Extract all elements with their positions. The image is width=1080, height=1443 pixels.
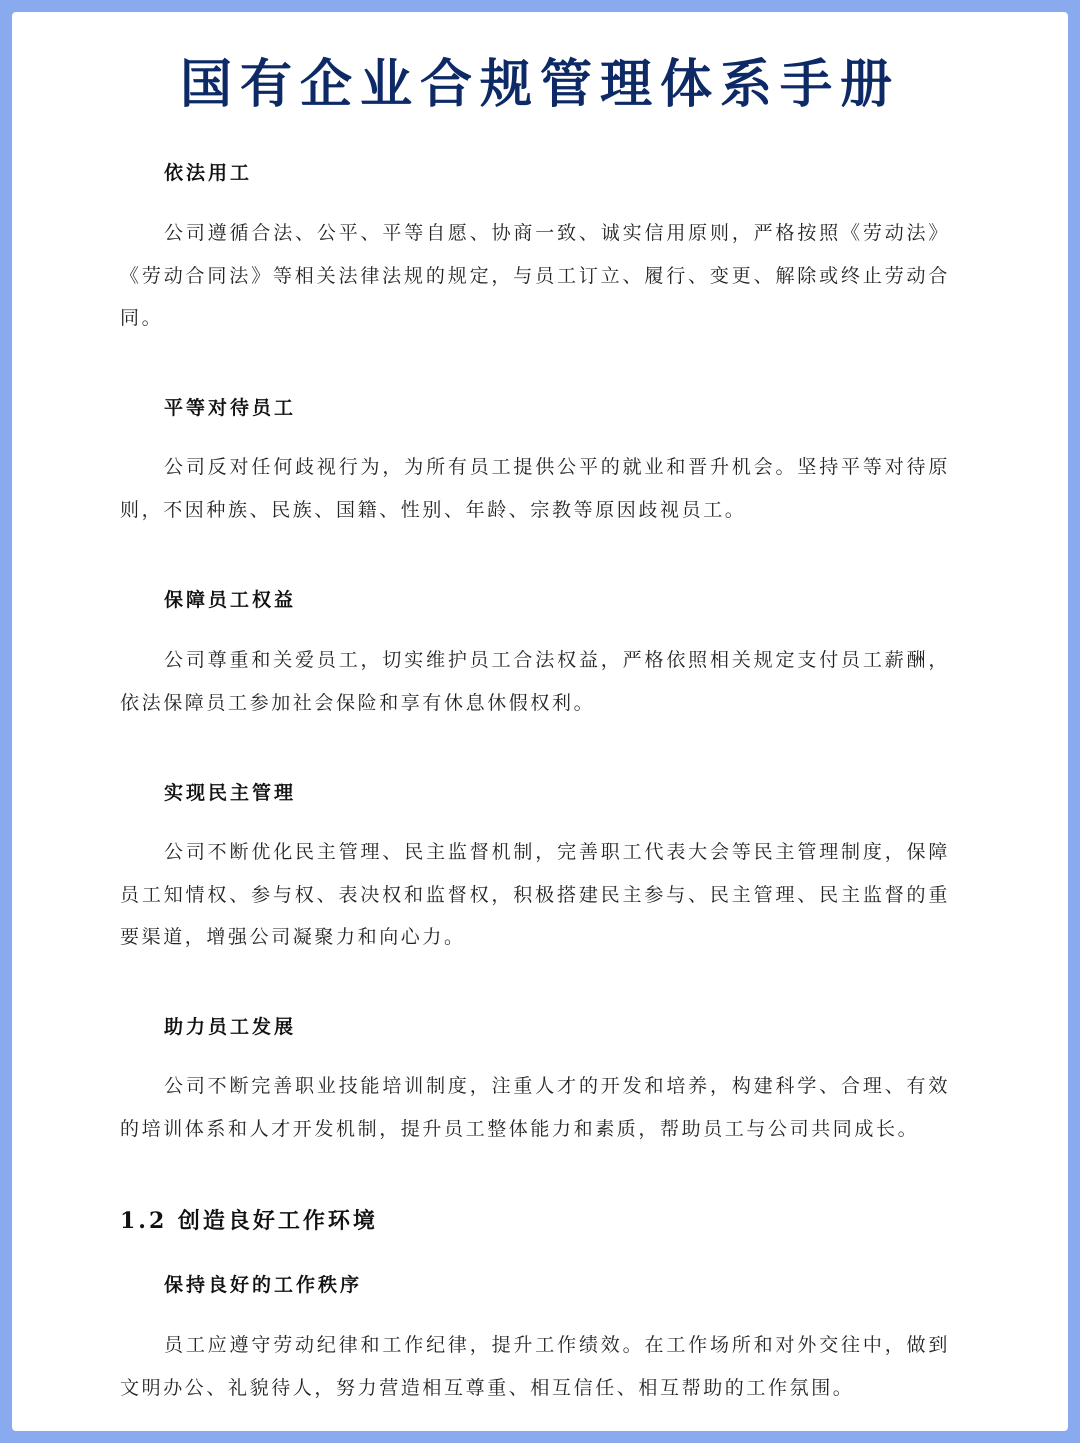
paragraph-employee-rights: 公司尊重和关爱员工，切实维护员工合法权益，严格依照相关规定支付员工薪酬，依法保障员工参加社会保险和享有休息休假权利。 [120, 649, 950, 714]
document-page [12, 12, 1068, 1431]
paragraph-lawful-employment: 公司遵循合法、公平、平等自愿、协商一致、诚实信用原则，严格按照《劳动法》《劳动合同法》等相关法律法规的规定，与员工订立、履行、变更、解除或终止劳动合同。 [120, 222, 950, 329]
paragraph-equal-treatment: 公司反对任何歧视行为，为所有员工提供公平的就业和晋升机会。坚持平等对待原则，不因种族、民族、国籍、性别、年龄、宗教等原因歧视员工。 [120, 456, 950, 521]
heading-lawful-employment: 依法用工 [164, 162, 253, 184]
heading-work-order: 保持良好的工作秩序 [164, 1274, 363, 1296]
heading-employee-development: 助力员工发展 [164, 1016, 297, 1038]
section-title: 1.2 创造良好工作环境 [120, 1208, 378, 1234]
document-title: 国有企业合规管理体系手册 [179, 55, 900, 115]
heading-democratic-management: 实现民主管理 [164, 782, 297, 804]
paragraph-democratic-management: 公司不断优化民主管理、民主监督机制，完善职工代表大会等民主管理制度，保障员工知情权、参与权、表决权和监督权，积极搭建民主参与、民主管理、民主监督的重要渠道，增强公司凝聚力和向心力。 [120, 841, 950, 948]
heading-employee-rights: 保障员工权益 [164, 589, 297, 611]
paragraph-work-order: 员工应遵守劳动纪律和工作纪律，提升工作绩效。在工作场所和对外交往中，做到文明办公、礼貌待人，努力营造相互尊重、相互信任、相互帮助的工作氛围。 [120, 1334, 950, 1399]
paragraph-employee-development: 公司不断完善职业技能培训制度，注重人才的开发和培养，构建科学、合理、有效的培训体系和人才开发机制，提升员工整体能力和素质，帮助员工与公司共同成长。 [120, 1075, 950, 1140]
heading-equal-treatment: 平等对待员工 [164, 397, 297, 419]
